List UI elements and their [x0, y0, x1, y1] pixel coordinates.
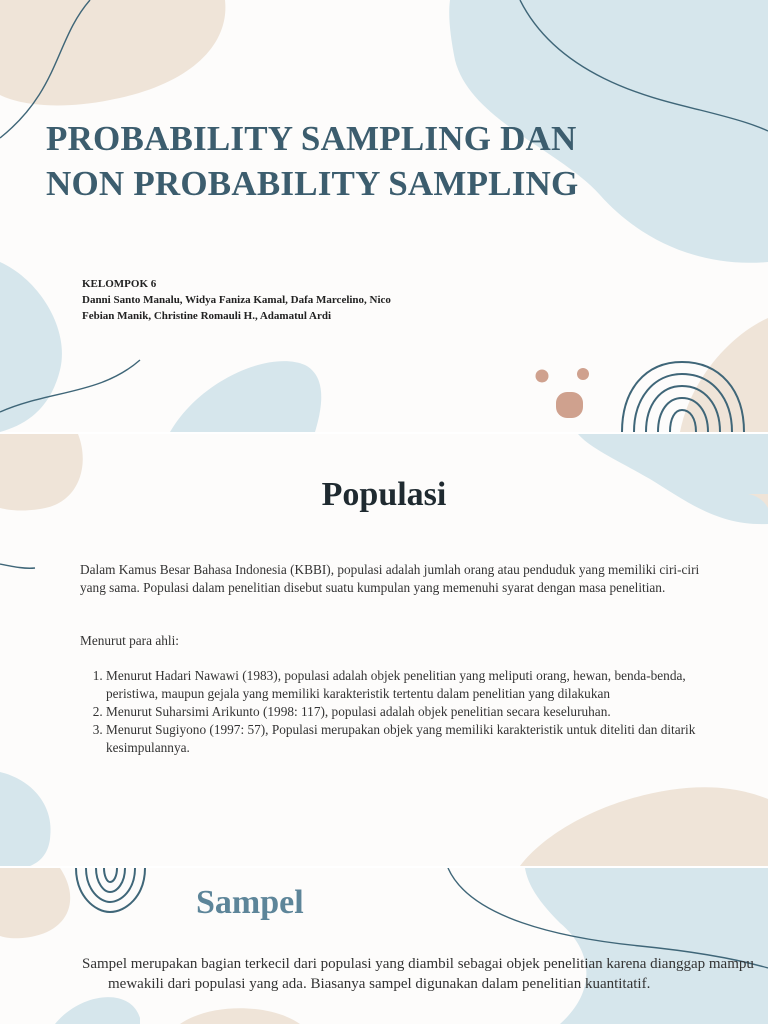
- blue-blob-bottom: [170, 361, 321, 432]
- slide-title: [0, 0, 768, 432]
- group-info: [82, 276, 462, 324]
- sampel-definition: Sampel merupakan bagian terkecil dari populasi yang diambil sebagai objek penelitian karena dianggap mampu mewakili dari populasi yang ada. Biasanya sampel digunakan dalam penelitian kuantitatif.: [82, 956, 754, 992]
- list-item: 3. Menurut Sugiyono (1997: 57), Populasi merupakan objek yang memiliki karakteristik untuk diteliti dan ditarik kesimpulannya.: [106, 721, 700, 757]
- clay-dot-small-2: [577, 368, 589, 380]
- slide1-decoration: [0, 0, 768, 432]
- blue-blob-bottom-left: [55, 997, 140, 1024]
- beige-blob-left: [0, 868, 70, 938]
- slide-populasi: [0, 434, 768, 866]
- clay-dot-large: [556, 392, 583, 418]
- experts-intro: Menurut para ahli:: [80, 633, 179, 648]
- group-label: KELOMPOK 6: [82, 278, 157, 290]
- list-item: 1. Menurut Hadari Nawawi (1983), populasi adalah objek penelitian yang meliputi orang, hewan, benda-benda, peristiwa, maupun gejala yang memiliki karakteristik tertentu dalam penelitian yang dilakukan: [106, 667, 700, 703]
- beige-blob-bottom-mid: [180, 1008, 300, 1024]
- slide3-decoration: [0, 868, 768, 1024]
- slide-sampel: [0, 868, 768, 1024]
- populasi-definition: Dalam Kamus Besar Bahasa Indonesia (KBBI), populasi adalah jumlah orang atau penduduk yang memiliki ciri-ciri yang sama. Populasi dalam penelitian disebut suatu kumpulan yang memenuhi syarat dengan masa penelitian.: [80, 562, 700, 595]
- list-item: 2. Menurut Suharsimi Arikunto (1998: 117), populasi adalah objek penelitian secara keseluruhan.: [106, 703, 700, 721]
- presentation-title: [46, 116, 686, 206]
- members-line-1: Danni Santo Manalu, Widya Faniza Kamal, Dafa Marcelino, Nico: [82, 294, 391, 306]
- title-line-1: PROBABILITY SAMPLING DAN: [46, 119, 577, 158]
- beige-blob-top-left: [0, 0, 225, 105]
- title-line-2: NON PROBABILITY SAMPLING: [46, 164, 579, 203]
- concentric-rings-icon: [76, 868, 145, 912]
- members-line-2: Febian Manik, Christine Romauli H., Adamatul Ardi: [82, 310, 332, 322]
- sampel-heading: Sampel: [196, 884, 304, 921]
- experts-list: [80, 667, 700, 757]
- blue-blob-left: [0, 262, 62, 432]
- beige-blob-bottom-right: [520, 787, 768, 866]
- clay-dot-small-1: [536, 370, 549, 383]
- outline-curve-left: [0, 564, 35, 568]
- blue-blob-bottom-left: [0, 772, 51, 866]
- populasi-heading: Populasi: [321, 476, 447, 513]
